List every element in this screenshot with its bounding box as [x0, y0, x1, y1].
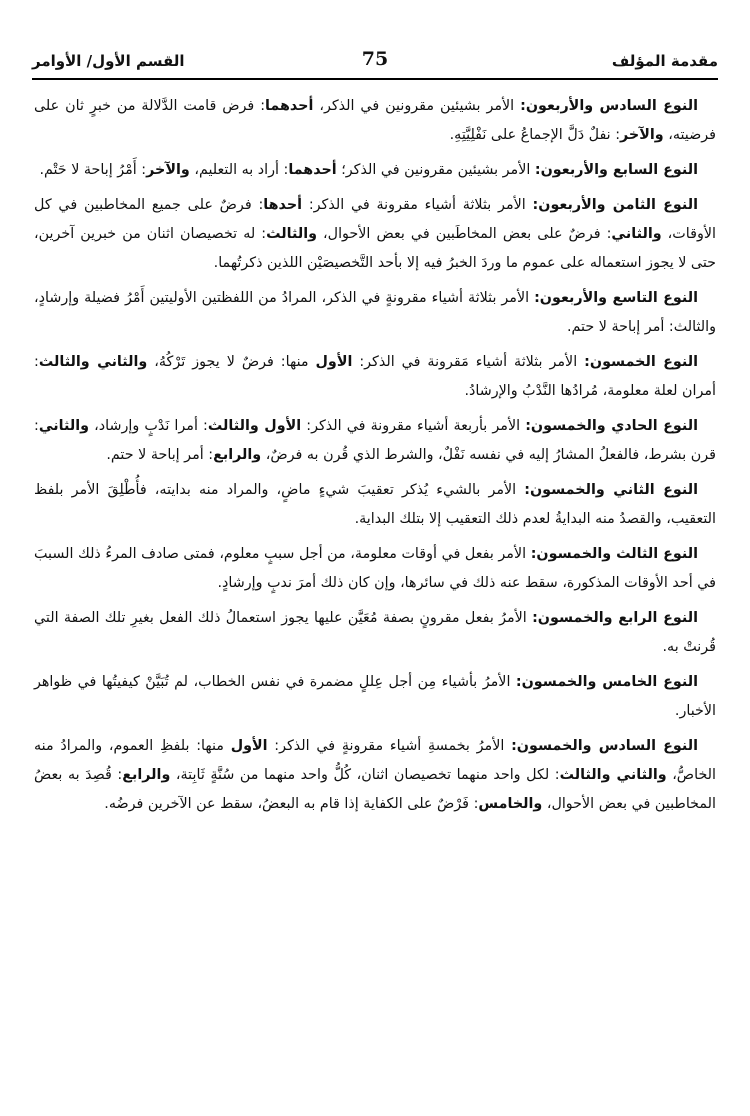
paragraph-text: : أمر إباحة لا حتم.	[106, 447, 214, 463]
paragraph-text: : فرضٌ على بعض المخاطَبين في بعض الأحوال،	[317, 226, 612, 242]
paragraph-text: منها: فرضٌ لا يجوز تَرْكُهُ،	[147, 354, 316, 370]
paragraph-heading: النوع الثامن والأربعون:	[532, 197, 699, 213]
paragraph-p50	[34, 348, 716, 406]
paragraph-p47	[34, 156, 716, 185]
paragraph-p55	[34, 668, 716, 726]
paragraph-heading: النوع التاسع والأربعون:	[534, 290, 698, 306]
paragraph-p56	[34, 732, 716, 819]
paragraph-text: : أراد به التعليم،	[189, 162, 289, 178]
paragraph-text: الأمر بشيئين مقرونين في الذكر؛	[336, 162, 535, 178]
chapter-title: مقدمة المؤلف	[611, 52, 718, 70]
paragraph-heading: النوع الثاني والخمسون:	[524, 482, 698, 498]
bold-term: والآخر	[146, 162, 190, 178]
paragraph-text: الأمرُ بخمسةِ أشياء مقرونةٍ في الذكر:	[267, 738, 512, 754]
paragraph-p52	[34, 476, 716, 534]
bold-term: والرابع	[122, 767, 171, 783]
bold-term: الأول والثالث	[207, 418, 302, 434]
paragraph-text: : أمرا نَدْبٍ وإرشاد،	[89, 418, 208, 434]
paragraph-text: : له تخصيصان اثنان من خبرين آخرين، حتى لا يجوز استعماله على عموم ما وردَ الخبرُ فيه إلا بأحد التَّخصيصَيْن اللذين ذكرتُهما.	[34, 226, 716, 271]
paragraph-text: الأمر بفعل في أوقات معلومة، من أجل سببٍ معلوم، فمتى صادف المرءُ ذلك السببَ في أحد الأوقات المذكورة، سقط عنه ذلك في سائرها، وإن كان ذلك أمرَ ندبٍ وإرشادٍ.	[34, 546, 716, 591]
paragraph-text: الأمر بثلاثة أشياء مَقرونة في الذكر:	[352, 354, 585, 370]
section-title: القسم الأول/ الأوامر	[32, 52, 185, 70]
paragraph-text: الأمر بثلاثة أشياء مقرونة في الذكر:	[302, 197, 533, 213]
paragraph-heading: النوع الخمسون:	[584, 354, 698, 370]
paragraph-p53	[34, 540, 716, 598]
paragraph-text: : فرضٌ على جميع المخاطبين في كل الأوقات،	[34, 197, 716, 242]
bold-term: أحدهما	[265, 98, 314, 114]
paragraph-heading: النوع السادس والأربعون:	[520, 98, 698, 114]
paragraph-heading: النوع السابع والأربعون:	[534, 162, 698, 178]
paragraph-heading: النوع الثالث والخمسون:	[530, 546, 698, 562]
paragraph-text: : نفلٌ دَلَّ الإجماعُ على نَفْلِيَّتِهِ.	[449, 127, 621, 143]
bold-term: والثالث	[266, 226, 317, 242]
paragraph-p49	[34, 284, 716, 342]
bold-term: والخامس	[478, 796, 543, 812]
paragraph-text: الأمر بشيئين مقرونين في الذكر،	[313, 98, 521, 114]
bold-term: الأول	[230, 738, 268, 754]
paragraph-text: : قُصِدَ به بعضُ المخاطبين في بعض الأحوال،	[34, 767, 716, 812]
paragraph-text: منها: بلفظِ العموم، والمرادُ منه الخاصُّ،	[34, 738, 717, 783]
paragraph-text: : فرض قامت الدَّلالة من خبرٍ ثان على فرضيته،	[34, 98, 716, 143]
bold-term: أحدهما	[288, 162, 337, 178]
page-body	[34, 92, 716, 825]
paragraph-text: : أَمْرُ إباحة لا حَتْم.	[39, 162, 147, 178]
paragraph-heading: النوع الحادي والخمسون:	[525, 418, 699, 434]
running-header	[32, 36, 718, 76]
paragraph-text: الأمرُ بفعل مقرونٍ بصفة مُعَيَّن عليها يجوز استعمالُ ذلك الفعل بغيرِ تلك الصفة التي قُرنتْ به.	[34, 610, 716, 655]
paragraph-p46	[34, 92, 716, 150]
page-number: 75	[361, 48, 389, 70]
bold-term: والثاني	[38, 418, 90, 434]
paragraph-text: الأمرُ بأشياء مِن أجل عِللٍ مضمرة في نفس الخطاب، لم تُبَيَّنْ كيفيتُها في ظواهر الأخبار.	[34, 674, 716, 719]
bold-term: والثاني	[611, 226, 662, 242]
paragraph-text: الأمر بأربعة أشياء مقرونة في الذكر:	[301, 418, 526, 434]
bold-term: والرابع	[213, 447, 262, 463]
paragraph-text: : أمران لعلة معلومة، مُرادُها النَّدْبُ والإرشادُ.	[34, 354, 716, 399]
paragraph-text: : قرن بشرط، فالفعلُ المشارُ إليه في نفسه نَفْلٌ، والشرط الذي قُرن به فرضٌ،	[34, 418, 716, 463]
paragraph-heading: النوع السادس والخمسون:	[511, 738, 698, 754]
paragraph-text: : فَرْضٌ على الكفاية إذا قام به البعضُ، سقط عن الآخرين فرضُه.	[104, 796, 479, 812]
paragraph-p54	[34, 604, 716, 662]
paragraph-heading: النوع الخامس والخمسون:	[515, 674, 698, 690]
bold-term: والثاني والثالث	[38, 354, 148, 370]
paragraph-text: : لكل واحد منهما تخصيصان اثنان، كُلُّ واحد منهما من سُنَّةٍ ثَابِتة،	[170, 767, 560, 783]
paragraph-p48	[34, 191, 716, 278]
bold-term: أحدها	[263, 197, 303, 213]
header-rule	[32, 78, 718, 80]
paragraph-text: الأمر بالشيء يُذكر تعقيبَ شيءٍ ماضٍ، والمراد منه بدايته، فأُطْلِقَ الأمر بلفظ التعقيب، والقصدُ منه البدايةُ لعدم ذلك التعقيب إلا بتلك البداية.	[34, 482, 716, 527]
paragraph-heading: النوع الرابع والخمسون:	[532, 610, 699, 626]
paragraph-text: الأمر بثلاثة أشياء مقرونةٍ في الذكر، المرادُ من اللفظتين الأوليتين أَمْرُ فضيلة وإرشادٍ، والثالث: أمر إباحة لا حتم.	[34, 290, 716, 335]
bold-term: الأول	[315, 354, 353, 370]
bold-term: والآخر	[620, 127, 664, 143]
bold-term: والثاني والثالث	[559, 767, 667, 783]
paragraph-p51	[34, 412, 716, 470]
